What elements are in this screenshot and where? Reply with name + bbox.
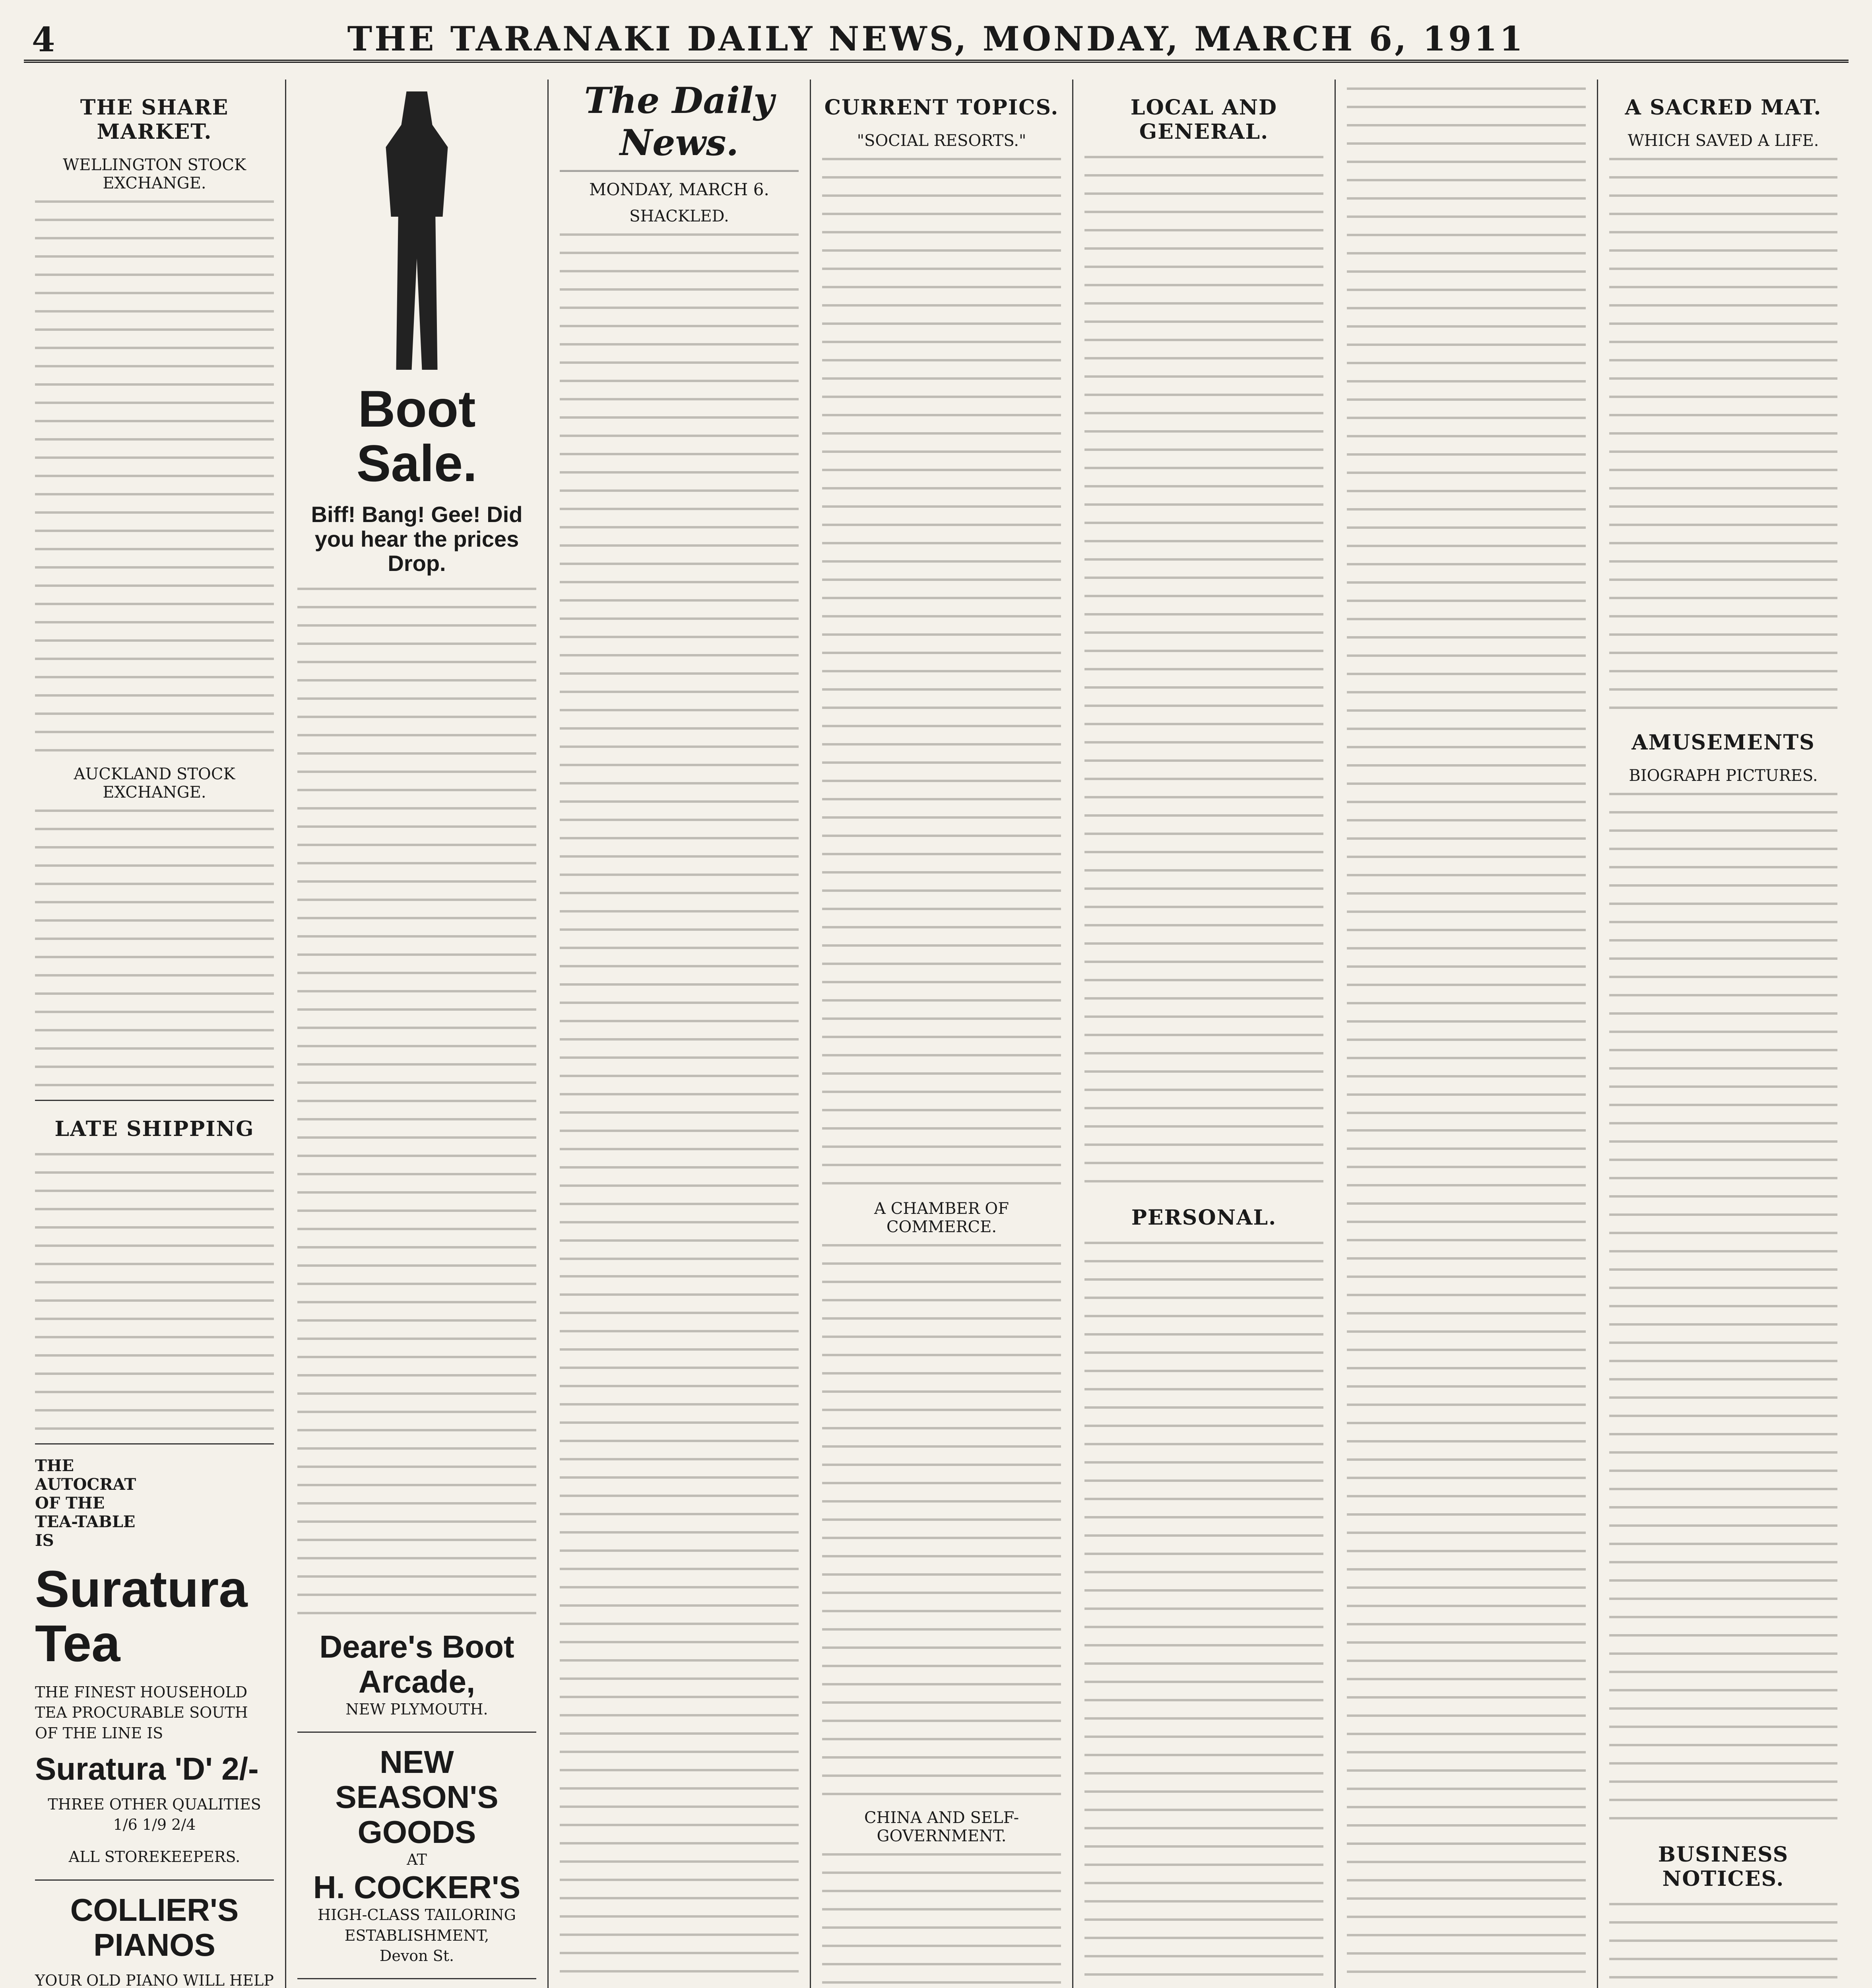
personal-heading: PERSONAL. [1131,1206,1277,1230]
column6-text-2 [1347,1129,1586,1988]
share-market-heading: THE SHARE MARKET. [80,95,229,144]
share-text [35,200,274,757]
cocker-title: H. COCKER'S [313,1870,521,1905]
editorial-text-2 [560,1275,799,1988]
tea-other: THREE OTHER QUALITIES [48,1795,261,1813]
mat-text [1609,158,1837,714]
sacred-mat-heading: A SACRED MAT. [1625,95,1822,120]
auckland-text [35,810,274,1088]
column-3 [549,80,811,1988]
paper-logo: The Daily News. [560,80,799,172]
new-season: NEW SEASON'S GOODS [335,1744,499,1850]
column-4 [811,80,1073,1988]
tea-intro-5: IS [35,1531,54,1550]
column-2 [286,80,549,1988]
business-heading: BUSINESS NOTICES. [1658,1842,1789,1891]
tea-prices: 1/6 1/9 2/4 [113,1816,196,1834]
page-number: 4 [32,20,55,59]
tea-intro-3: OF THE [35,1494,105,1512]
tea-ad [35,1456,274,1868]
masthead-title: THE TARANAKI DAILY NEWS, MONDAY, MARCH 6, 1911 [347,19,1525,58]
collier-title: COLLIER'S PIANOS [70,1892,239,1963]
amusements-heading: AMUSEMENTS [1631,730,1815,755]
boot-sale-title: Boot Sale. [356,380,477,492]
deare-town: NEW PLYMOUTH. [345,1700,488,1718]
chamber-text [822,1244,1061,1801]
storekeepers: ALL STOREKEEPERS. [68,1848,241,1866]
boot-sale-text [297,588,536,1621]
shipping-text [35,1153,274,1431]
at-label: AT [407,1851,427,1869]
late-shipping-heading: LATE SHIPPING [54,1117,254,1141]
saved-life-heading: WHICH SAVED A LIFE. [1628,132,1819,150]
current-topics-heading: CURRENT TOPICS. [824,95,1059,120]
column-5 [1073,80,1336,1988]
tea-intro-4: TEA-TABLE [35,1512,136,1531]
wellington-heading: WELLINGTON STOCK EXCHANGE. [63,156,246,192]
collier-lead: YOUR OLD PIANO WILL HELP [35,1971,274,1988]
tea-name: Suratura Tea [35,1560,248,1672]
biff-line: Biff! Bang! Gee! Did you hear the prices Drop. [311,502,523,576]
deare-title: Deare's Boot Arcade, [319,1629,514,1699]
article-title: SHACKLED. [629,207,729,225]
personal-text [1084,1242,1323,1988]
tea-price: Suratura 'D' 2/- [35,1751,259,1786]
topics-text [822,158,1061,1192]
column-6 [1336,80,1598,1988]
business-text [1609,1903,1837,1988]
biograph-heading: BIOGRAPH PICTURES. [1629,767,1818,785]
chamber-heading: A CHAMBER OF COMMERCE. [874,1200,1009,1236]
auckland-heading: AUCKLAND STOCK EXCHANGE. [74,765,235,802]
local-general-heading: LOCAL AND GENERAL. [1130,95,1278,144]
china-text [822,1853,1061,1988]
biograph-text [1609,793,1837,1827]
editorial-text-1 [560,233,799,1267]
tea-intro-2: AUTOCRAT [35,1475,136,1494]
column-1 [24,80,286,1988]
masthead [24,12,1849,63]
column6-text-1 [1347,87,1586,1121]
figure-illustration [365,91,469,370]
cocker-town: Devon St. [379,1947,454,1965]
local-text [1084,156,1323,1190]
china-heading: CHINA AND SELF-GOVERNMENT. [864,1809,1019,1845]
tea-tagline: THE FINEST HOUSEHOLD TEA PROCURABLE SOUTH OF THE LINE IS [35,1683,248,1742]
dateline: MONDAY, MARCH 6. [589,180,769,199]
social-resorts-heading: "SOCIAL RESORTS." [857,132,1026,150]
cocker-sub: HIGH-CLASS TAILORING ESTABLISHMENT, [317,1906,516,1944]
column-7 [1598,80,1849,1988]
tea-intro-1: THE [35,1456,74,1475]
